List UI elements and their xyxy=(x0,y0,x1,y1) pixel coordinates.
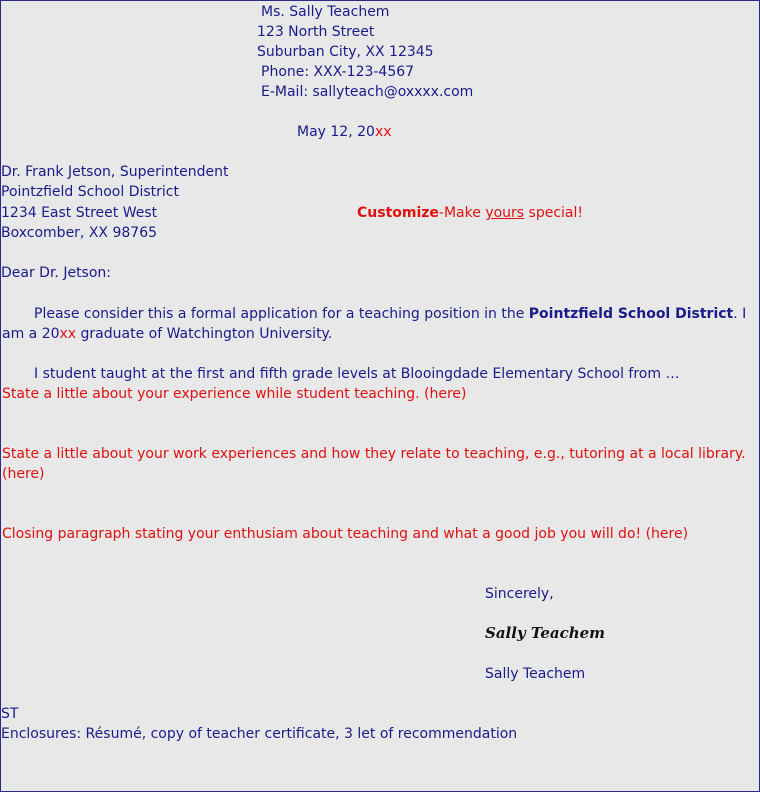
typed-name: Sally Teachem xyxy=(485,666,586,682)
enclosures: Enclosures: Résumé, copy of teacher certificate, 3 let of recommendation xyxy=(1,726,518,742)
recipient-line-2: Pointzfield School District xyxy=(1,184,179,200)
intro-year-placeholder: xx xyxy=(59,326,77,342)
intro-text-1: Please consider this a formal application for a teaching position in the xyxy=(34,306,529,322)
prompt-work-experience: State a little about your work experiences and how they relate to teaching, e.g., tutoring at a local library. (here) xyxy=(2,446,746,482)
customize-note-mid: -Make xyxy=(438,205,486,221)
customize-note-end: special! xyxy=(524,205,584,221)
date-year-placeholder: xx xyxy=(374,124,392,140)
paragraph-student-teaching xyxy=(2,364,754,384)
sender-email: E-Mail: sallyteach@oxxxx.com xyxy=(261,84,474,100)
initials: ST xyxy=(1,706,19,722)
customize-note-bold: Customize xyxy=(357,205,439,221)
student-teaching-text: I student taught at the first and fifth grade levels at Blooingdade Elementary School from … xyxy=(34,366,680,382)
recipient-line-3: 1234 East Street West xyxy=(1,205,158,221)
prompt-closing-paragraph: Closing paragraph stating your enthusiam about teaching and what a good job you will do! (here) xyxy=(2,526,689,542)
paragraph-intro xyxy=(2,304,754,344)
recipient-line-1: Dr. Frank Jetson, Superintendent xyxy=(1,164,229,180)
intro-text-2: . I am a 20 xyxy=(2,306,747,342)
letter-date xyxy=(297,122,392,142)
sender-city: Suburban City, XX 12345 xyxy=(257,44,434,60)
sender-phone: Phone: XXX-123-4567 xyxy=(261,64,415,80)
valediction: Sincerely, xyxy=(485,586,554,602)
customize-note xyxy=(357,203,583,223)
recipient-line-4: Boxcomber, XX 98765 xyxy=(1,225,158,241)
intro-district: Pointzfield School District xyxy=(528,306,734,322)
customize-note-underlined: yours xyxy=(485,205,525,221)
date-prefix: May 12, 20 xyxy=(297,124,375,140)
prompt-student-teaching: State a little about your experience while student teaching. (here) xyxy=(2,386,467,402)
sender-name: Ms. Sally Teachem xyxy=(261,4,390,20)
salutation: Dear Dr. Jetson: xyxy=(1,265,112,281)
signature: Sally Teachem xyxy=(485,624,606,642)
intro-text-3: graduate of Watchington University. xyxy=(76,326,333,342)
sender-street: 123 North Street xyxy=(257,24,375,40)
